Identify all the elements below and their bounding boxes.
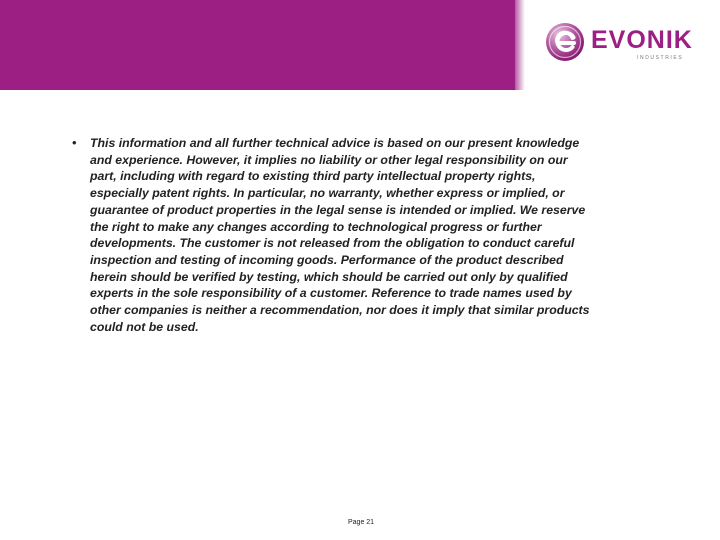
- bullet-icon: •: [72, 135, 77, 150]
- evonik-logo-mark-icon: [545, 22, 585, 62]
- disclaimer-text: This information and all further technical advice is based on our present knowledge and experience. However, it implies no liability or other legal responsibility on our part, including with regard to existing third party intellectual property rights, especially patent rights. In particular, no warranty, whether express or implied, or guarantee of product properties in the legal sense is intended or implied. We reserve the right to make any changes according to technological progress or further developments. The customer is not released from the obligation to conduct careful inspection and testing of incoming goods. Performance of the product described herein should be verified by testing, which should be carried out only by qualified experts in the sole responsibility of a customer. Reference to trade names used by other companies is neither a recommendation, nor does it imply that similar products could not be used.: [90, 136, 590, 334]
- header-band: [0, 0, 515, 90]
- logo-wordmark: EVONIK: [591, 26, 693, 54]
- disclaimer-bullet: [72, 135, 592, 335]
- page-number: Page 21: [348, 519, 375, 526]
- logo-subline: INDUSTRIES: [637, 55, 684, 61]
- evonik-logo: [545, 20, 693, 65]
- header-band-fade: [515, 0, 525, 90]
